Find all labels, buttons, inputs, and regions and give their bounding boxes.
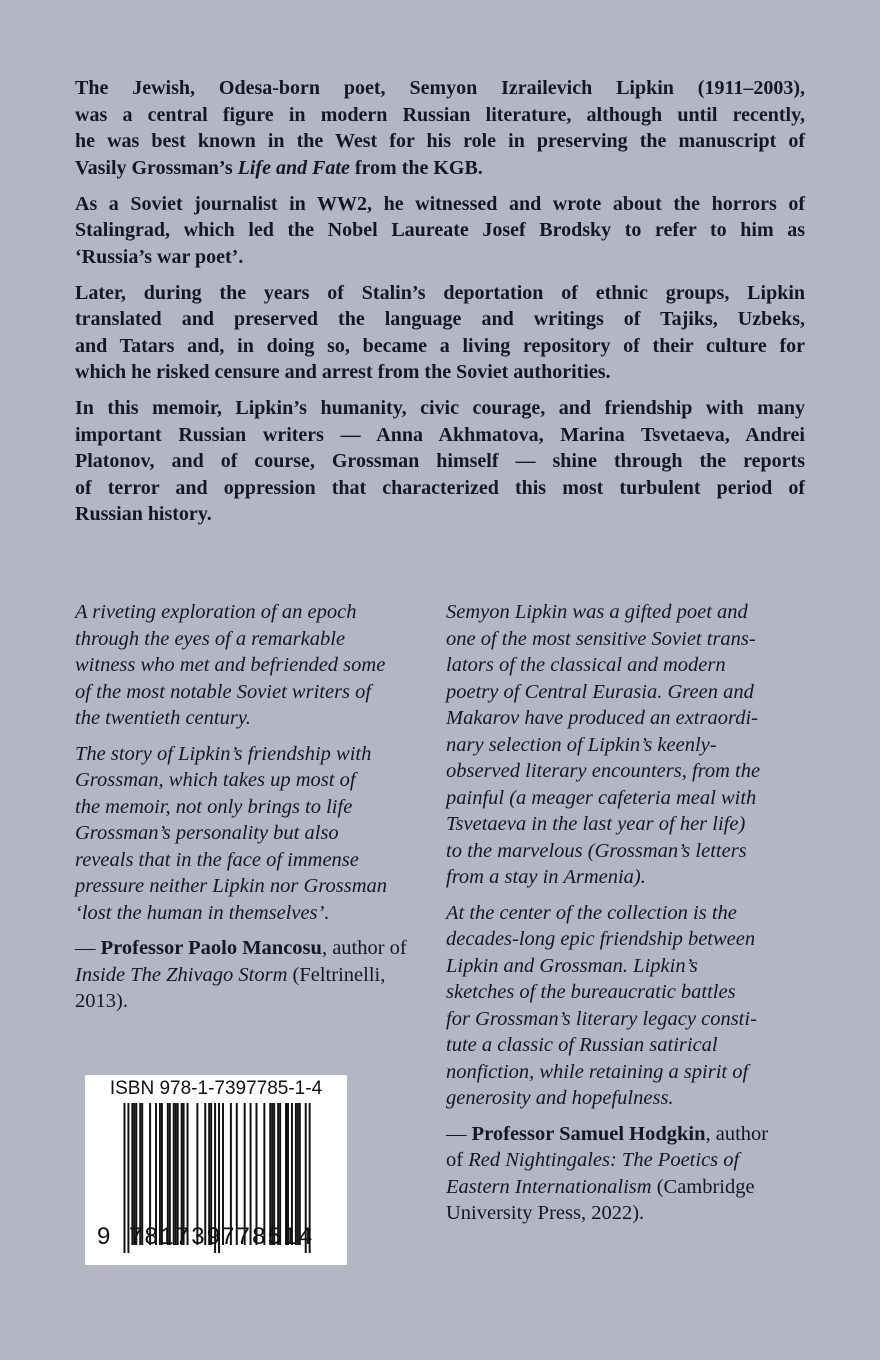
text-line xyxy=(75,599,420,626)
text-span: — xyxy=(446,1122,472,1145)
text-line xyxy=(75,935,420,962)
text-span: of the most notable Soviet writers of xyxy=(75,680,372,703)
text-span: As a Soviet journalist in WW2, he witnessed and wrote about the horrors of xyxy=(75,192,805,215)
paragraph xyxy=(75,280,805,386)
text-line xyxy=(75,448,805,475)
text-span: University Press, 2022). xyxy=(446,1202,645,1224)
text-line xyxy=(75,873,420,900)
text-span: Eastern Internationalism xyxy=(446,1175,652,1198)
text-span: important Russian writers — Anna Akhmatova, Marina Tsvetaeva, Andrei xyxy=(75,423,805,446)
paragraph xyxy=(75,75,805,181)
text-line xyxy=(446,926,806,953)
text-span: , author of xyxy=(321,937,407,959)
text-span: The Jewish, Odesa-born poet, Semyon Izrailevich Lipkin (1911–2003), xyxy=(75,77,805,99)
text-line xyxy=(75,794,420,821)
paragraph xyxy=(75,599,420,732)
text-line xyxy=(75,847,420,874)
text-line xyxy=(446,838,806,865)
paragraph xyxy=(446,1121,806,1227)
text-span: The story of Lipkin’s friendship with xyxy=(75,742,372,765)
text-span: Grossman, which takes up most of xyxy=(75,769,356,791)
text-span: poetry of Central Eurasia. Green and xyxy=(446,680,754,703)
text-span: Life and Fate xyxy=(237,156,350,179)
text-line xyxy=(75,705,420,732)
text-span: Stalingrad, which led the Nobel Laureate Josef Brodsky to refer to him as xyxy=(75,219,805,241)
text-line xyxy=(446,679,806,706)
barcode-bar xyxy=(124,1103,126,1253)
text-span: which he risked censure and arrest from the Soviet authorities. xyxy=(75,361,611,383)
text-span: reveals that in the face of immense xyxy=(75,848,359,871)
text-span: for Grossman’s literary legacy consti- xyxy=(446,1007,757,1030)
text-span: painful (a meager cafeteria meal with xyxy=(446,786,757,809)
text-line xyxy=(446,864,806,891)
text-span: of terror and oppression that characterized this most turbulent period of xyxy=(75,476,805,499)
text-line xyxy=(446,732,806,759)
paragraph xyxy=(75,935,420,1015)
text-span: of xyxy=(446,1149,469,1171)
text-line xyxy=(75,988,420,1015)
text-line xyxy=(446,1032,806,1059)
text-span: ‘Russia’s war poet’. xyxy=(75,245,244,268)
text-span: sketches of the bureaucratic battles xyxy=(446,981,736,1003)
text-line xyxy=(75,359,805,386)
text-span: lators of the classical and modern xyxy=(446,654,726,676)
text-line xyxy=(75,217,805,244)
text-span: through the eyes of a remarkable xyxy=(75,627,346,650)
text-span: Professor Samuel Hodgkin xyxy=(471,1122,706,1145)
paragraph xyxy=(75,191,805,271)
text-line xyxy=(446,652,806,679)
text-line xyxy=(75,128,805,155)
text-span: — xyxy=(75,937,101,959)
text-line xyxy=(75,767,420,794)
text-line xyxy=(75,395,805,422)
text-line xyxy=(75,280,805,307)
text-line xyxy=(446,953,806,980)
text-span: Lipkin and Grossman. Lipkin’s xyxy=(446,954,698,977)
text-span: (Feltrinelli, xyxy=(287,963,386,986)
text-line xyxy=(75,626,420,653)
text-span: Platonov, and of course, Grossman himself — shine through the reports xyxy=(75,450,805,472)
text-span: nary selection of Lipkin’s keenly- xyxy=(446,733,717,756)
text-line xyxy=(75,501,805,528)
text-line xyxy=(446,705,806,732)
text-span: the twentieth century. xyxy=(75,707,251,729)
text-span: witness who met and befriended some xyxy=(75,654,386,676)
text-span: observed literary encounters, from the xyxy=(446,760,761,782)
text-line xyxy=(75,155,805,182)
description-blurb xyxy=(75,75,805,537)
text-span: decades-long epic friendship between xyxy=(446,928,756,950)
review-left-column xyxy=(75,599,420,1024)
text-span: (Cambridge xyxy=(651,1175,755,1198)
text-span: Professor Paolo Mancosu xyxy=(100,937,322,959)
text-line xyxy=(75,900,420,927)
isbn-barcode xyxy=(85,1075,347,1265)
text-span: Grossman’s personality but also xyxy=(75,822,339,844)
text-line xyxy=(75,422,805,449)
text-span: A riveting exploration of an epoch xyxy=(75,601,357,623)
text-span: from a stay in Armenia). xyxy=(446,866,646,888)
text-line xyxy=(75,475,805,502)
review-right-column xyxy=(446,599,806,1236)
text-line xyxy=(446,1006,806,1033)
text-line xyxy=(446,900,806,927)
text-line xyxy=(75,679,420,706)
text-span: At the center of the collection is the xyxy=(446,901,737,924)
text-span: generosity and hopefulness. xyxy=(446,1087,674,1109)
text-span: Inside The Zhivago Storm xyxy=(75,963,288,986)
text-line xyxy=(446,758,806,785)
text-span: Later, during the years of Stalin’s deportation of ethnic groups, Lipkin xyxy=(75,281,805,304)
text-span: In this memoir, Lipkin’s humanity, civic courage, and friendship with many xyxy=(75,397,805,419)
text-span: translated and preserved the language and writings of Tajiks, Uzbeks, xyxy=(75,308,805,330)
barcode-first-digit: 9 xyxy=(97,1223,113,1250)
text-line xyxy=(446,979,806,1006)
text-line xyxy=(75,333,805,360)
text-span: he was best known in the West for his role in preserving the manuscript of xyxy=(75,130,805,152)
text-line xyxy=(75,244,805,271)
text-span: Tsvetaeva in the last year of her life) xyxy=(446,813,746,835)
text-line xyxy=(75,102,805,129)
text-span: from the KGB. xyxy=(349,156,483,179)
text-span: Vasily Grossman’s xyxy=(75,156,238,179)
text-line xyxy=(75,306,805,333)
paragraph xyxy=(446,599,806,891)
text-span: and Tatars and, in doing so, became a living repository of their culture for xyxy=(75,334,805,357)
text-span: nonfiction, while retaining a spirit of xyxy=(446,1060,749,1083)
text-line xyxy=(75,741,420,768)
isbn-label: ISBN 978-1-7397785-1-4 xyxy=(109,1078,323,1099)
text-span: tute a classic of Russian satirical xyxy=(446,1034,718,1056)
text-line xyxy=(75,820,420,847)
text-span: Makarov have produced an extraordi- xyxy=(446,707,758,729)
paragraph xyxy=(75,395,805,528)
text-line xyxy=(75,652,420,679)
paragraph xyxy=(75,741,420,927)
text-span: the memoir, not only brings to life xyxy=(75,795,353,818)
text-line xyxy=(446,811,806,838)
text-line xyxy=(446,1200,806,1227)
text-span: Russian history. xyxy=(75,503,212,525)
text-line xyxy=(75,191,805,218)
text-span: to the marvelous (Grossman’s letters xyxy=(446,839,747,862)
text-line xyxy=(446,1174,806,1201)
text-line xyxy=(446,626,806,653)
text-line xyxy=(446,1147,806,1174)
text-span: was a central figure in modern Russian literature, although until recently, xyxy=(75,103,805,126)
barcode-left-digits: 781739 xyxy=(129,1223,223,1250)
text-line xyxy=(75,962,420,989)
text-span: pressure neither Lipkin nor Grossman xyxy=(75,875,388,897)
text-line xyxy=(446,785,806,812)
text-span: Semyon Lipkin was a gifted poet and xyxy=(446,601,748,623)
text-span: one of the most sensitive Soviet trans- xyxy=(446,627,756,650)
text-span: 2013). xyxy=(75,990,128,1012)
text-line xyxy=(446,1121,806,1148)
text-span: , author xyxy=(705,1122,769,1145)
text-span: Red Nightingales: The Poetics of xyxy=(468,1149,740,1171)
text-line xyxy=(446,1059,806,1086)
barcode-right-digits: 778514 xyxy=(221,1223,315,1250)
paragraph xyxy=(446,900,806,1112)
text-line xyxy=(446,599,806,626)
text-line xyxy=(446,1085,806,1112)
text-span: ‘lost the human in themselves’. xyxy=(75,901,330,924)
text-line xyxy=(75,75,805,102)
